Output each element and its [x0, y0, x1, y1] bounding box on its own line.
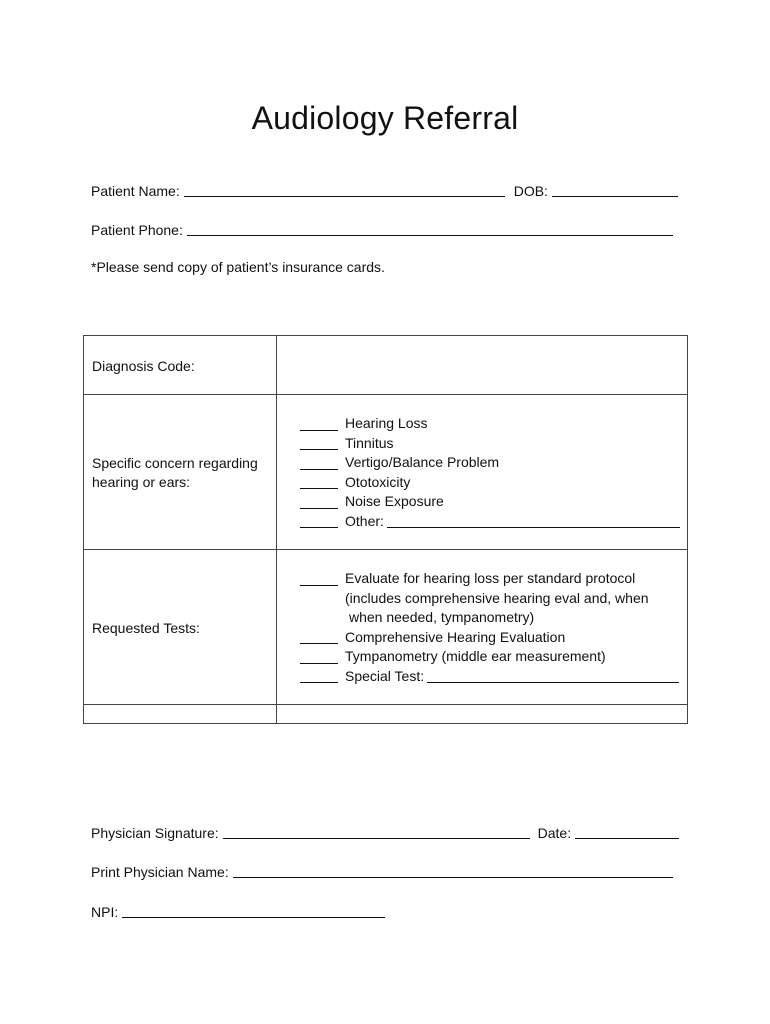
option-ototoxicity	[300, 473, 680, 493]
option-blank[interactable]	[300, 571, 338, 586]
table-row-divider	[84, 549, 687, 550]
table-row-divider	[84, 704, 687, 705]
physician-signature-label: Physician Signature:	[91, 825, 219, 841]
option-label: Evaluate for hearing loss per standard protocol	[345, 570, 636, 586]
option-blank[interactable]	[300, 629, 338, 644]
option-label: Other:	[345, 512, 384, 529]
table-row-divider	[84, 394, 687, 395]
patient-phone-label: Patient Phone:	[91, 222, 183, 238]
option-label: Tympanometry (middle ear measurement)	[345, 648, 606, 664]
option-noise-exposure	[300, 492, 680, 512]
form-title: Audiology Referral	[251, 100, 519, 136]
option-label: Noise Exposure	[345, 493, 444, 509]
test-option-standard-protocol	[300, 569, 679, 589]
print-physician-name-label: Print Physician Name:	[91, 864, 229, 880]
concern-label	[92, 454, 258, 492]
insurance-note: *Please send copy of patient’s insurance cards.	[91, 259, 385, 275]
option-blank[interactable]	[300, 668, 338, 683]
option-tinnitus	[300, 434, 680, 454]
option-blank[interactable]	[300, 455, 338, 470]
requested-tests-label: Requested Tests:	[92, 620, 200, 636]
concern-options	[300, 414, 680, 531]
npi-field[interactable]	[122, 903, 385, 918]
concern-label-line: hearing or ears:	[92, 474, 191, 490]
npi-label: NPI:	[91, 904, 119, 920]
diagnosis-code-field[interactable]	[278, 337, 686, 393]
test-option-comprehensive	[300, 628, 679, 648]
test-option-tympanometry	[300, 647, 679, 667]
option-vertigo	[300, 453, 680, 473]
test-options	[300, 569, 679, 686]
physician-signature-field[interactable]	[223, 824, 530, 839]
special-test-field[interactable]	[427, 668, 679, 683]
patient-name-label: Patient Name:	[91, 183, 180, 199]
dob-field[interactable]	[552, 182, 678, 197]
date-field[interactable]	[575, 824, 679, 839]
option-label: Ototoxicity	[345, 473, 411, 490]
option-blank[interactable]	[300, 494, 338, 509]
patient-name-row	[91, 179, 678, 199]
print-name-row	[91, 860, 673, 880]
option-blank[interactable]	[300, 416, 338, 431]
other-field[interactable]	[387, 513, 680, 528]
diagnosis-code-label: Diagnosis Code:	[92, 358, 195, 374]
npi-row	[91, 900, 385, 920]
option-label-continued: (includes comprehensive hearing eval and, when	[345, 589, 649, 606]
patient-phone-field[interactable]	[187, 221, 673, 236]
option-label: Tinnitus	[345, 434, 394, 451]
option-label: Hearing Loss	[345, 415, 428, 431]
print-physician-name-field[interactable]	[233, 863, 673, 878]
patient-name-field[interactable]	[184, 182, 505, 197]
dob-label: DOB:	[513, 183, 548, 199]
option-label: Vertigo/Balance Problem	[345, 454, 500, 470]
option-label-continued: when needed, tympanometry)	[349, 609, 535, 625]
patient-phone-row	[91, 218, 673, 238]
option-blank[interactable]	[300, 474, 338, 489]
physician-signature-row	[91, 821, 679, 841]
option-blank[interactable]	[300, 649, 338, 664]
option-blank[interactable]	[300, 435, 338, 450]
option-blank[interactable]	[300, 513, 338, 528]
date-label: Date:	[537, 825, 572, 841]
option-hearing-loss	[300, 414, 680, 434]
referral-table	[83, 335, 688, 724]
option-other	[300, 512, 680, 532]
option-label: Comprehensive Hearing Evaluation	[345, 628, 566, 645]
test-option-special	[300, 667, 679, 687]
option-label: Special Test:	[345, 667, 425, 684]
concern-label-line: Specific concern regarding	[92, 455, 258, 471]
